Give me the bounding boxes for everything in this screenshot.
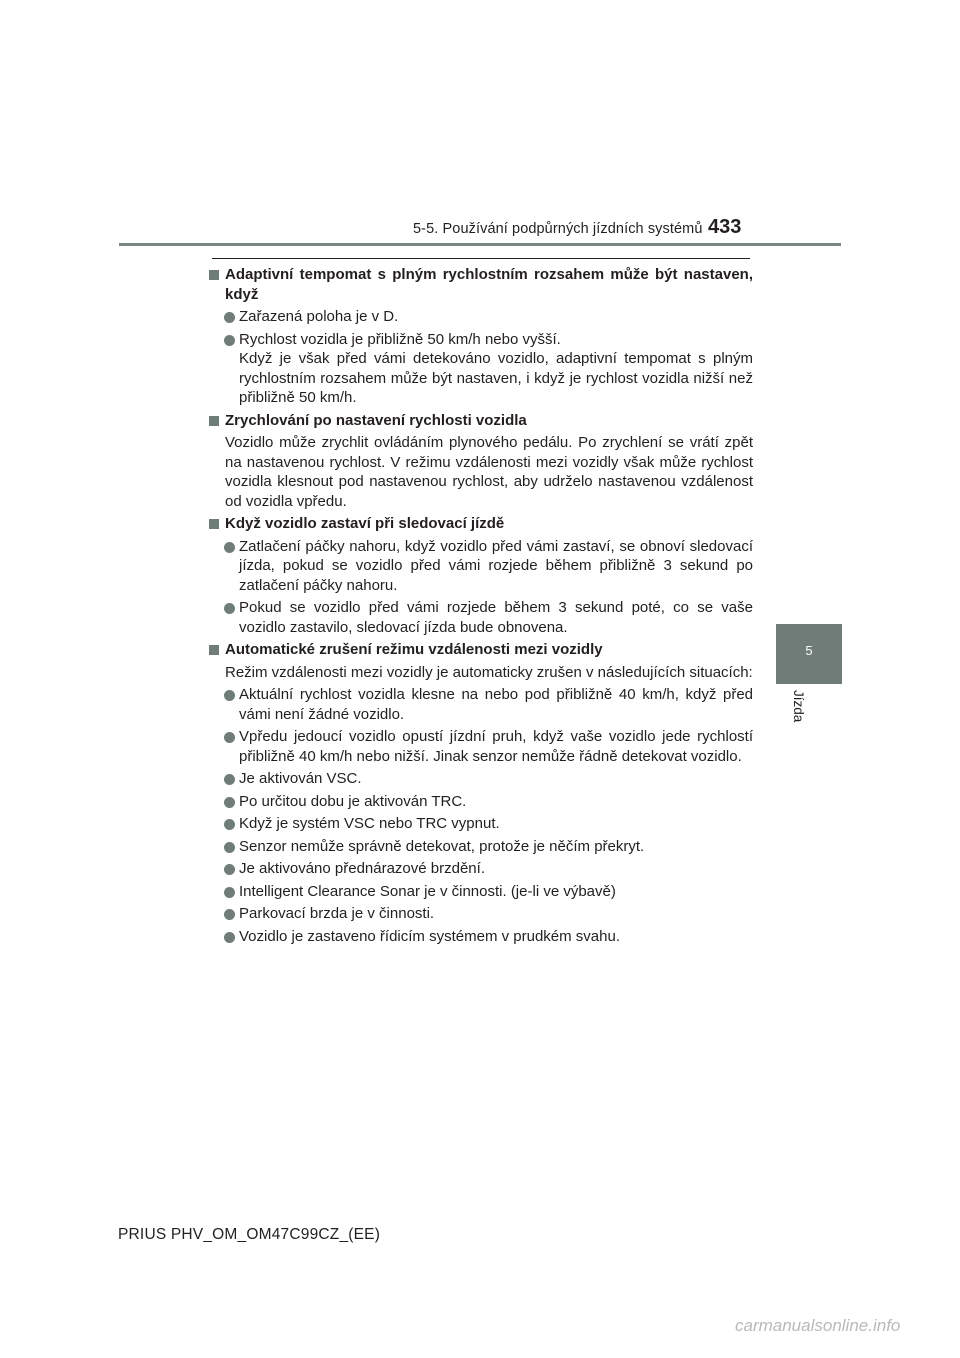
round-bullet-icon <box>224 842 235 853</box>
list-item-text: Pokud se vozidlo před vámi rozjede během 3 sekund poté, co se vaše vozidlo zastavilo, sledovací jízda bude obnovena. <box>239 599 753 636</box>
round-bullet-icon <box>224 312 235 323</box>
list-item-text: Je aktivován VSC. <box>239 770 362 787</box>
page-number: 433 <box>708 216 742 238</box>
round-bullet-icon <box>224 774 235 785</box>
square-bullet-icon <box>209 416 219 426</box>
list-item-text: Intelligent Clearance Sonar je v činnosti. (je-li ve výbavě) <box>239 882 616 900</box>
list-item-text: Je aktivováno přednárazové brzdění. <box>239 860 485 877</box>
watermark: carmanualsonline.info <box>735 1316 901 1335</box>
header-rule <box>119 243 841 246</box>
heading-text: Automatické zrušení režimu vzdálenosti mezi vozidly <box>225 641 603 658</box>
round-bullet-icon <box>224 909 235 920</box>
list-item <box>209 330 753 408</box>
square-bullet-icon <box>209 645 219 655</box>
section-paragraph: Vozidlo může zrychlit ovládáním plynového pedálu. Po zrychlení se vrátí zpět na nastavenou rychlost. V režimu vzdálenosti mezi vozidly však může rychlost vozidla klesnout pod nastavenou rychlost, aby udrželo nastavenou vzdálenost od vozidla vpředu. <box>225 434 753 510</box>
list-item <box>209 837 753 857</box>
list-item <box>209 882 753 902</box>
list-item <box>209 859 753 879</box>
list-item <box>209 685 753 724</box>
round-bullet-icon <box>224 797 235 808</box>
heading-text: Zrychlování po nastavení rychlosti vozidla <box>225 411 527 429</box>
round-bullet-icon <box>224 542 235 553</box>
round-bullet-icon <box>224 887 235 898</box>
list-item <box>209 769 753 789</box>
section-heading <box>209 411 753 431</box>
model-code-footer: PRIUS PHV_OM_OM47C99CZ_(EE) <box>118 1226 381 1243</box>
list-item <box>209 537 753 596</box>
square-bullet-icon <box>209 519 219 529</box>
list-item-text: Zatlačení páčky nahoru, když vozidlo před vámi zastaví, se obnoví sledovací jízda, pokud se vozidlo před vámi rozjede během přibližně 3 sekund po zatlačení páčky nahoru. <box>239 537 753 594</box>
content-rule <box>212 258 750 259</box>
section-title: 5-5. Používání podpůrných jízdních systémů <box>413 221 703 237</box>
round-bullet-icon <box>224 690 235 701</box>
round-bullet-icon <box>224 603 235 614</box>
section-heading <box>209 640 753 660</box>
square-bullet-icon <box>209 270 219 280</box>
round-bullet-icon <box>224 932 235 943</box>
main-content <box>209 265 753 949</box>
list-item-text: Když je systém VSC nebo TRC vypnut. <box>239 815 500 832</box>
list-item-text: Aktuální rychlost vozidla klesne na nebo pod přibližně 40 km/h, když před vámi není žádné vozidlo. <box>239 686 753 723</box>
list-item <box>209 904 753 924</box>
section-paragraph: Režim vzdálenosti mezi vozidly je automaticky zrušen v následujících situacích: <box>225 663 753 681</box>
list-item <box>209 792 753 812</box>
round-bullet-icon <box>224 732 235 743</box>
list-item <box>209 814 753 834</box>
list-item <box>209 927 753 947</box>
list-item-text: Senzor nemůže správně detekovat, protože je něčím překryt. <box>239 837 645 855</box>
list-item-text: Rychlost vozidla je přibližně 50 km/h nebo vyšší. Když je však před vámi detekováno vozidlo, adaptivní tempomat s plným rychlostním rozsahem může být nastaven, i když je rychlost vozidla nižší než přibližně 50 km/h. <box>239 330 753 406</box>
list-item-text: Parkovací brzda je v činnosti. <box>239 905 435 922</box>
list-item <box>209 727 753 766</box>
list-item <box>209 598 753 637</box>
list-item <box>209 307 753 327</box>
chapter-label: Jízda <box>791 690 806 723</box>
list-item-text: Zařazená poloha je v D. <box>239 308 399 325</box>
heading-text: Když vozidlo zastaví při sledovací jízdě <box>225 515 505 532</box>
round-bullet-icon <box>224 864 235 875</box>
list-item-text: Vpředu jedoucí vozidlo opustí jízdní pruh, když vaše vozidlo jede rychlostí přibližně 40 km/h nebo nižší. Jinak senzor nemůže řádně detekovat vozidlo. <box>239 728 753 765</box>
chapter-number: 5 <box>805 643 813 658</box>
list-item-text: Po určitou dobu je aktivován TRC. <box>239 792 467 810</box>
round-bullet-icon <box>224 819 235 830</box>
list-item-text: Vozidlo je zastaveno řídicím systémem v prudkém svahu. <box>239 927 620 945</box>
section-heading <box>209 265 753 304</box>
round-bullet-icon <box>224 335 235 346</box>
section-heading <box>209 514 753 534</box>
heading-text: Adaptivní tempomat s plným rychlostním rozsahem může být nastaven, když <box>225 266 753 303</box>
